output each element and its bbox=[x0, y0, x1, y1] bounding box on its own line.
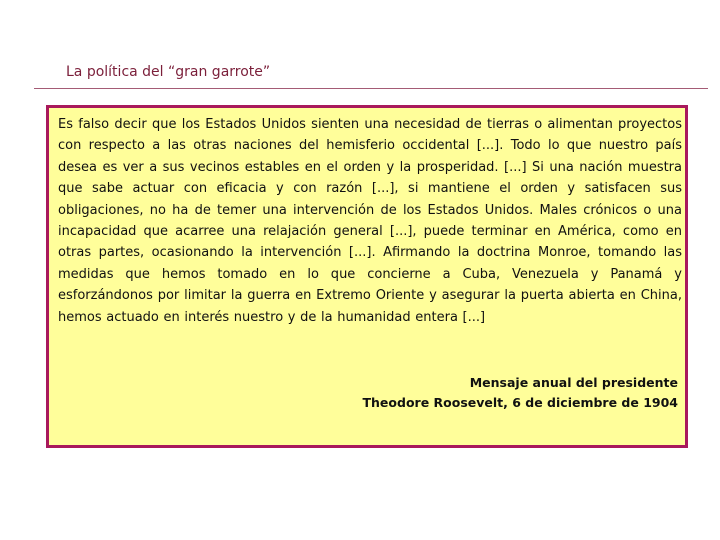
slide-title: La política del “gran garrote” bbox=[66, 64, 271, 80]
attribution-line-1: Mensaje anual del presidente bbox=[469, 375, 678, 390]
quote-text: Es falso decir que los Estados Unidos sienten una necesidad de tierras o alimentan proyectos con respecto a las otras naciones del hemisferio occidental [...]. Todo lo que nuestro país desea es ver a sus vecinos estables en el orden y la prosperidad. [...] Si una nación muestra que sabe actuar con eficacia y con razón [...], si mantiene el orden y satisfacen sus obligaciones, no ha de temer una intervención de los Estados Unidos. Males crónicos o una incapacidad que acarree una relajación general [...], puede terminar en América, como en otras partes, ocasionando la intervención [...]. Afirmando la doctrina Monroe, tomando las medidas que hemos tomado en lo que concierne a Cuba, Venezuela y Panamá y esforzándonos por limitar la guerra en Extremo Oriente y asegurar la puerta abierta en China, hemos actuado en interés nuestro y de la humanidad entera [...] bbox=[58, 117, 682, 325]
quote-box bbox=[46, 105, 688, 448]
title-divider bbox=[34, 88, 708, 89]
attribution-line-2: Theodore Roosevelt, 6 de diciembre de 1904 bbox=[362, 395, 678, 410]
quote-attribution bbox=[363, 373, 679, 413]
